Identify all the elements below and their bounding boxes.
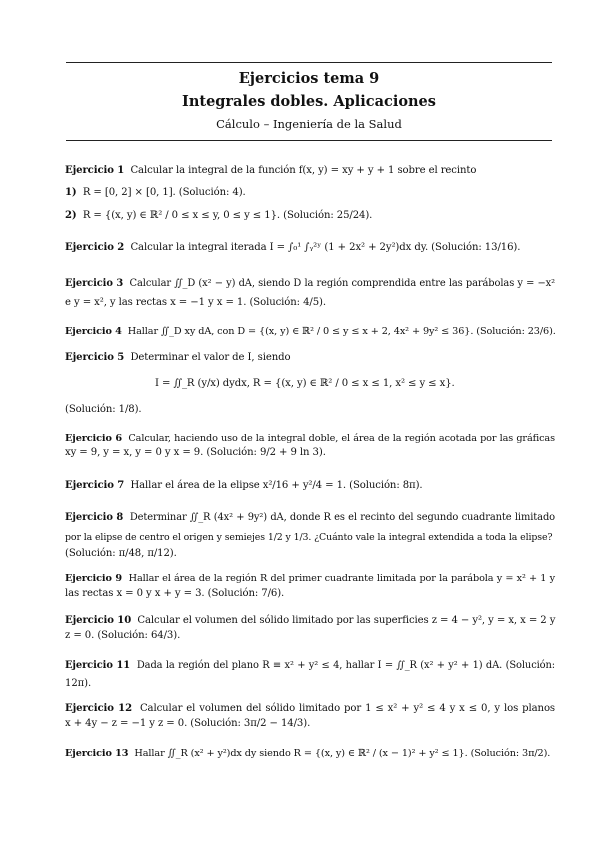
exercise-label: Ejercicio 1 xyxy=(65,165,125,176)
exercise-text: z = 0. (Solución: 64/3). xyxy=(65,630,181,641)
solution: (Solución: π/48, π/12). xyxy=(65,548,177,559)
exercise-text: Calcular el volumen del sólido limitado por 1 ≤ x² + y² ≤ 4 y x ≤ 0, y los planos xyxy=(139,703,556,714)
exercise-11-line-2 xyxy=(65,678,555,690)
exercise-text: 12π). xyxy=(65,678,92,689)
exercise-label: Ejercicio 13 xyxy=(65,748,129,759)
exercise-text: Determinar el valor de I, siendo xyxy=(130,352,291,363)
exercise-text: xy = 9, y = x, y = 0 y x = 9. (Solución: 9/2 + 9 ln 3). xyxy=(65,447,326,458)
exercise-1 xyxy=(65,165,555,177)
course-name: Cálculo – Ingeniería de la Salud xyxy=(216,117,402,131)
exercise-label: Ejercicio 11 xyxy=(65,660,131,671)
exercise-label: Ejercicio 6 xyxy=(65,433,122,444)
exercise-text: Dada la región del plano R ≡ x² + y² ≤ 4, hallar I = ∬_R (x² + y² + 1) dA. (Solución: xyxy=(136,660,556,671)
exercise-7 xyxy=(65,480,555,492)
solution: (Solución: 1/8). xyxy=(65,404,142,415)
header-rule xyxy=(66,140,552,141)
exercise-8 xyxy=(65,512,555,524)
exercise-text: e y = x², y las rectas x = −1 y x = 1. (Solución: 4/5). xyxy=(65,297,326,308)
part-text: R = [0, 2] × [0, 1]. (Solución: 4). xyxy=(82,187,246,198)
exercise-8-line-2 xyxy=(65,532,555,544)
part-text: R = {(x, y) ∈ ℝ² / 0 ≤ x ≤ y, 0 ≤ y ≤ 1}. (Solución: 25/24). xyxy=(82,210,373,221)
exercise-1-part-2 xyxy=(65,210,555,222)
exercise-8-line-3 xyxy=(65,548,555,560)
exercise-9-line-2 xyxy=(65,588,555,600)
exercise-1-part-1 xyxy=(65,187,555,199)
exercise-6-line-2 xyxy=(65,447,555,459)
exercise-label: Ejercicio 5 xyxy=(65,352,125,363)
exercise-text: Calcular ∬_D (x² − y) dA, siendo D la región comprendida entre las parábolas y = −x² xyxy=(129,278,555,289)
exercise-9 xyxy=(65,573,555,585)
exercise-11 xyxy=(65,660,555,672)
exercise-text: Calcular el volumen del sólido limitado por las superficies z = 4 − y², y = x, x = 2 y xyxy=(137,615,556,626)
exercise-text: Hallar ∬_D xy dA, con D = {(x, y) ∈ ℝ² / 0 ≤ y ≤ x + 2, 4x² + 9y² ≤ 36}. (Solución: 23/6). xyxy=(127,326,556,337)
exercise-text: Calcular la integral de la función f(x, y) = xy + y + 1 sobre el recinto xyxy=(130,165,477,176)
document-subtitle: Integrales dobles. Aplicaciones xyxy=(182,93,436,110)
exercise-5 xyxy=(65,352,555,364)
exercise-5-formula xyxy=(155,378,555,390)
exercise-label: Ejercicio 4 xyxy=(65,326,122,337)
exercise-label: Ejercicio 8 xyxy=(65,512,124,523)
exercise-text: Hallar el área de la elipse x²/16 + y²/4 = 1. (Solución: 8π). xyxy=(130,480,423,491)
exercise-12 xyxy=(65,703,555,715)
top-rule xyxy=(66,62,552,63)
exercise-4 xyxy=(65,326,555,338)
exercise-label: Ejercicio 9 xyxy=(65,573,123,584)
part-label: 2) xyxy=(65,210,77,221)
exercise-text: por la elipse de centro el origen y semiejes 1/2 y 1/3. ¿Cuánto vale la integral extendida a toda la elipse? xyxy=(65,532,553,543)
exercise-text: Hallar ∬_R (x² + y²)dx dy siendo R = {(x, y) ∈ ℝ² / (x − 1)² + y² ≤ 1}. (Solución: 3π/2). xyxy=(134,748,551,759)
exercise-text: Hallar el área de la región R del primer cuadrante limitada por la parábola y = x² + 1 y xyxy=(128,573,555,584)
exercise-2 xyxy=(65,242,555,254)
exercise-label: Ejercicio 12 xyxy=(65,703,132,714)
exercise-13 xyxy=(65,748,555,760)
exercise-text: Calcular la integral iterada I = ∫₀¹ ∫ᵧ²ʸ (1 + 2x² + 2y²)dx dy. (Solución: 13/16). xyxy=(130,242,521,253)
exercise-label: Ejercicio 10 xyxy=(65,615,132,626)
formula: I = ∬_R (y/x) dydx, R = {(x, y) ∈ ℝ² / 0 ≤ x ≤ 1, x² ≤ y ≤ x}. xyxy=(155,378,455,389)
exercise-3 xyxy=(65,278,555,290)
exercise-text: las rectas x = 0 y x + y = 3. (Solución: 7/6). xyxy=(65,588,285,599)
exercise-text: x + 4y − z = −1 y z = 0. (Solución: 3π/2 − 14/3). xyxy=(65,718,311,729)
exercise-text: Calcular, haciendo uso de la integral doble, el área de la región acotada por las gráficas xyxy=(128,433,555,444)
exercise-label: Ejercicio 3 xyxy=(65,278,124,289)
exercise-12-line-2 xyxy=(65,718,555,730)
exercise-label: Ejercicio 7 xyxy=(65,480,125,491)
exercise-6 xyxy=(65,433,555,445)
exercise-10-line-2 xyxy=(65,630,555,642)
exercise-text: Determinar ∬_R (4x² + 9y²) dA, donde R es el recinto del segundo cuadrante limitado xyxy=(129,512,556,523)
document-title: Ejercicios tema 9 xyxy=(238,70,380,87)
exercise-3-line-2 xyxy=(65,297,555,309)
exercise-10 xyxy=(65,615,555,627)
exercise-5-solution xyxy=(65,404,555,416)
part-label: 1) xyxy=(65,187,77,198)
exercise-label: Ejercicio 2 xyxy=(65,242,125,253)
